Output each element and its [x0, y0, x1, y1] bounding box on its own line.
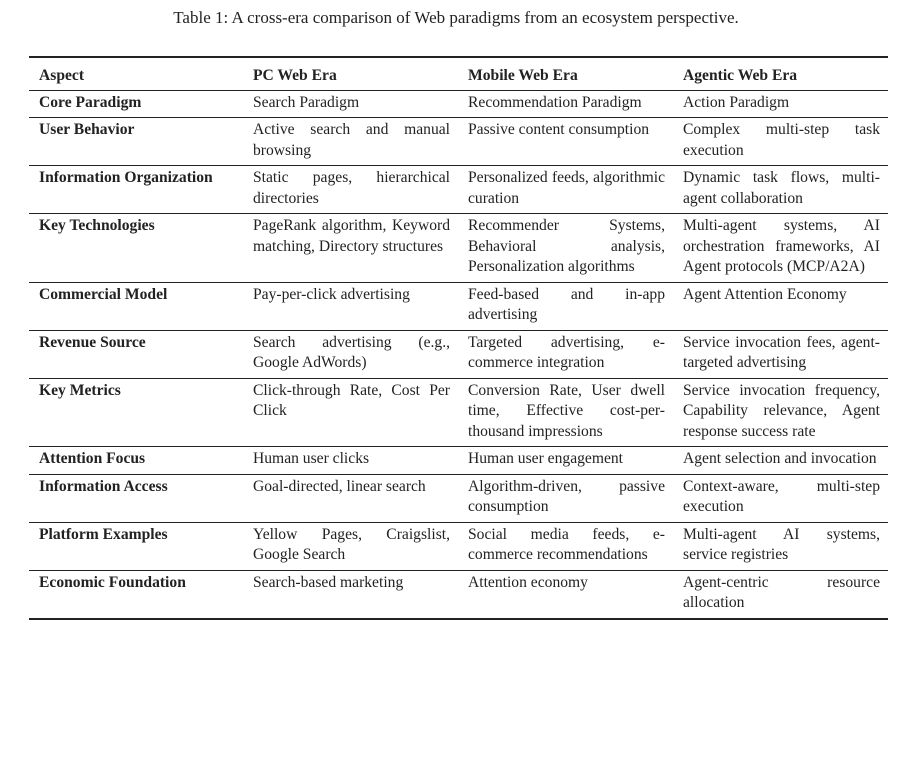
cell-pc: Static pages, hierarchical directories: [253, 169, 450, 207]
cell-mobile: Passive content consumption: [468, 121, 650, 138]
cell-mobile: Conversion Rate, User dwell time, Effective cost-per-thousand impressions: [468, 381, 665, 440]
table-caption: Table 1: A cross-era comparison of Web paradigms from an ecosystem perspective.: [173, 8, 739, 27]
cell-agentic: Service invocation frequency, Capability relevance, Agent response success rate: [683, 381, 880, 440]
cell-agentic: Context-aware, multi-step execution: [683, 477, 880, 515]
cell-pc: Yellow Pages, Craigslist, Google Search: [253, 525, 450, 563]
table-row: [29, 330, 888, 378]
header-pc-web-era: PC Web Era: [253, 67, 337, 84]
row-aspect: Platform Examples: [39, 525, 168, 543]
table-row: [29, 282, 888, 330]
cell-mobile: Human user engagement: [468, 450, 624, 467]
table-row: [29, 90, 888, 118]
table-row: [29, 474, 888, 522]
row-aspect: Core Paradigm: [39, 93, 142, 111]
row-aspect: Economic Foundation: [39, 573, 186, 591]
table-body: [29, 90, 888, 619]
cell-mobile: Personalized feeds, algorithmic curation: [468, 169, 665, 207]
cell-agentic: Agent selection and invocation: [683, 450, 877, 467]
table-row: [29, 214, 888, 283]
cell-pc: Search advertising (e.g., Google AdWords): [253, 333, 450, 371]
cell-agentic: Dynamic task flows, multi-agent collaboration: [683, 169, 880, 207]
row-aspect: Key Technologies: [39, 217, 155, 234]
cell-agentic: Agent Attention Economy: [683, 285, 847, 303]
header-agentic-web-era: Agentic Web Era: [683, 67, 798, 84]
cell-pc: Search-based marketing: [253, 573, 404, 591]
cell-mobile: Feed-based and in-app advertising: [468, 285, 665, 323]
cell-mobile: Attention economy: [468, 573, 588, 591]
header-mobile-web-era: Mobile Web Era: [468, 67, 578, 84]
cell-agentic: Multi-agent AI systems, service registries: [683, 525, 880, 563]
cell-mobile: Algorithm-driven, passive consumption: [468, 477, 665, 515]
comparison-table: [29, 56, 888, 620]
cell-pc: PageRank algorithm, Keyword matching, Directory structures: [253, 217, 450, 255]
cell-pc: Click-through Rate, Cost Per Click: [253, 381, 450, 419]
table-row: [29, 522, 888, 570]
table-row: [29, 378, 888, 447]
cell-pc: Human user clicks: [253, 450, 370, 467]
cell-pc: Goal-directed, linear search: [253, 477, 426, 495]
row-aspect: Information Organization: [39, 169, 213, 186]
cell-mobile: Recommendation Paradigm: [468, 93, 642, 111]
row-aspect: Information Access: [39, 477, 168, 495]
header-aspect: Aspect: [39, 67, 85, 84]
cell-agentic: Action Paradigm: [683, 93, 790, 111]
cell-agentic: Agent-centric resource allocation: [683, 573, 880, 611]
cell-pc: Active search and manual browsing: [253, 121, 450, 159]
cell-agentic: Complex multi-step task execution: [683, 121, 880, 159]
row-aspect: Revenue Source: [39, 333, 146, 351]
table-row: [29, 570, 888, 619]
row-aspect: Attention Focus: [39, 450, 146, 467]
table-header-row: [29, 57, 888, 90]
cell-mobile: Targeted advertising, e-commerce integration: [468, 333, 665, 371]
table-row: [29, 166, 888, 214]
table-row: [29, 118, 888, 166]
cell-pc: Pay-per-click advertising: [253, 285, 410, 303]
cell-agentic: Service invocation fees, agent-targeted advertising: [683, 333, 880, 371]
row-aspect: Key Metrics: [39, 381, 121, 399]
row-aspect: User Behavior: [39, 121, 135, 138]
cell-mobile: Recommender Systems, Behavioral analysis, Personalization algorithms: [468, 217, 665, 275]
row-aspect: Commercial Model: [39, 285, 168, 303]
cell-pc: Search Paradigm: [253, 93, 360, 111]
cell-agentic: Multi-agent systems, AI orchestration frameworks, AI Agent protocols (MCP/A2A): [683, 217, 880, 275]
table-row: [29, 447, 888, 475]
cell-mobile: Social media feeds, e-commerce recommendations: [468, 525, 665, 563]
